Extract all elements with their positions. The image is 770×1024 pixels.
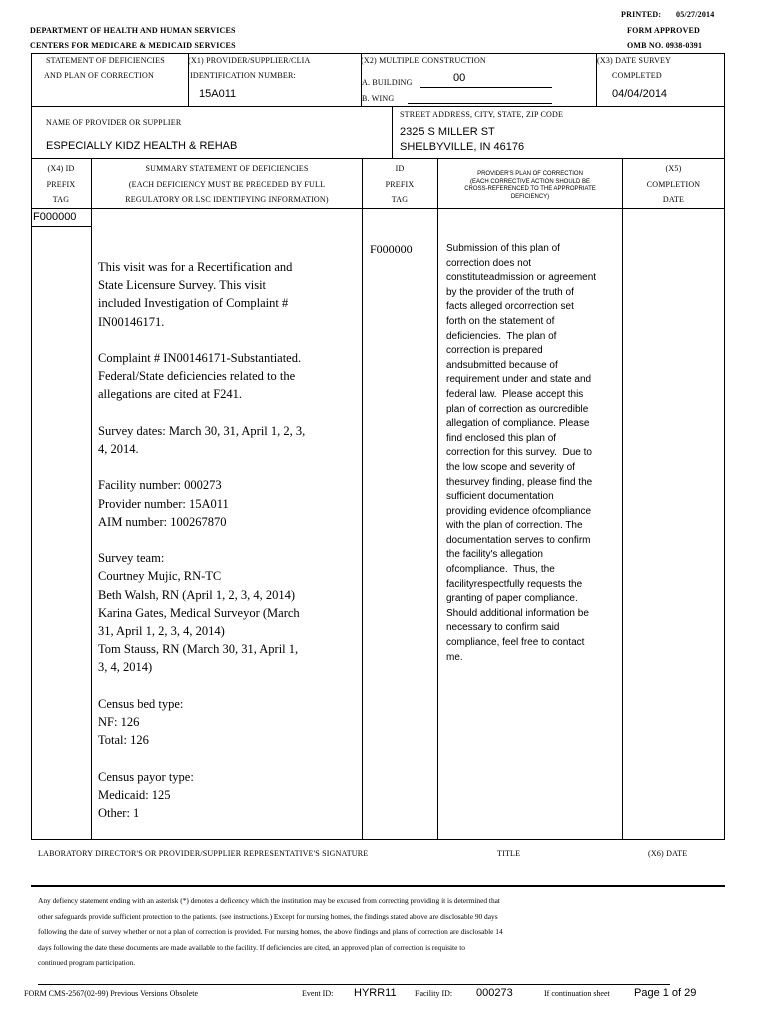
summary-line: This visit was for a Recertification and [98, 260, 293, 274]
x4-prefix-label: PREFIX [46, 180, 76, 189]
summary-header-2: (EACH DEFICIENCY MUST BE PRECEDED BY FULL [128, 180, 326, 189]
wing-label: B. WING [362, 94, 395, 103]
address-label: STREET ADDRESS, CITY, STATE, ZIP CODE [400, 110, 564, 119]
plan-line: the low scope and severity of [446, 461, 575, 473]
id-tag-label: TAG [391, 195, 409, 204]
plan-line: plan of correction as ourcredible [446, 403, 589, 415]
building-label: A. BUILDING [362, 78, 413, 87]
row2-divider [392, 106, 393, 159]
summary-line: allegations are cited at F241. [98, 387, 243, 402]
plan-header-4: DEFICIENCY) [510, 193, 550, 200]
event-id-label: Event ID: [302, 989, 334, 998]
summary-line: Census bed type: [98, 696, 184, 711]
summary-line: Complaint # IN00146171-Substantiated. [98, 351, 302, 366]
plan-line: me. [446, 651, 463, 663]
centers-name: CENTERS FOR MEDICARE & MEDICAID SERVICES [30, 41, 236, 50]
plan-header-1: PROVIDER'S PLAN OF CORRECTION [477, 171, 583, 177]
plan-line: andsubmitted because of [446, 359, 558, 371]
plan-of-correction-text [446, 242, 618, 665]
plan-line: forth on the statement of [446, 315, 555, 327]
plan-line: find enclosed this plan of [446, 432, 557, 444]
plan-line: facilityrespectfully requests the [446, 578, 583, 590]
x4-id-label: (X4) ID [47, 164, 75, 173]
plan-header-2: (EACH CORRECTIVE ACTION SHOULD BE [469, 178, 591, 185]
building-underline [420, 87, 552, 88]
x5-date-label: DATE [662, 195, 685, 204]
plan-line: correction is prepared [446, 345, 543, 357]
col-divider-3 [437, 158, 438, 840]
disclaimer-line: continued program participation. [38, 958, 136, 967]
plan-header [438, 171, 622, 201]
summary-line [98, 458, 358, 476]
plan-line: deficiencies. The plan of [446, 330, 557, 342]
provider-name-value: ESPECIALLY KIDZ HEALTH & REHAB [46, 140, 238, 152]
plan-line: with the plan of correction. The [446, 520, 583, 532]
plan-line: compliance, feel free to contact [446, 637, 585, 649]
plan-line: Should additional information be [446, 607, 589, 619]
plan-line: ofcompliance. Thus, the [446, 564, 555, 576]
summary-line: Facility number: 000273 [98, 478, 222, 493]
provider-id-value: 15A011 [199, 88, 237, 100]
id-prefix-label: PREFIX [385, 180, 415, 189]
plan-line: constituteadmission or agreement [446, 272, 597, 284]
summary-line: Provider number: 15A011 [98, 496, 229, 511]
event-id-value: HYRR11 [354, 987, 397, 999]
department-name: DEPARTMENT OF HEALTH AND HUMAN SERVICES [30, 26, 236, 35]
wing-underline [408, 103, 552, 104]
tag-cell-bottom [31, 226, 91, 227]
summary-line: AIM number: 100267870 [98, 514, 227, 529]
summary-line: Beth Walsh, RN (April 1, 2, 3, 4, 2014) [98, 587, 296, 602]
summary-line: Federal/State deficiencies related to the [98, 369, 296, 384]
summary-line: Medicaid: 125 [98, 787, 171, 802]
form-number: FORM CMS-2567(02-99) Previous Versions Obsolete [24, 989, 199, 998]
table-bottom-border [31, 839, 725, 840]
x2-label: (X2) MULTIPLE CONSTRUCTION [361, 56, 486, 65]
plan-label: AND PLAN OF CORRECTION [44, 71, 154, 80]
date-label: (X6) DATE [648, 849, 688, 858]
building-value: 00 [453, 72, 466, 84]
plan-line: the facility's allegation [446, 549, 543, 561]
summary-line: Survey dates: March 30, 31, April 1, 2, 3, [98, 423, 306, 438]
summary-line: Total: 126 [98, 733, 149, 748]
signature-divider [31, 885, 725, 887]
summary-header-1: SUMMARY STATEMENT OF DEFICIENCIES [145, 164, 309, 173]
table-top-border [31, 53, 725, 54]
plan-header-3: CROSS-REFERENCED TO THE APPROPRIATE [464, 186, 596, 192]
summary-statement [98, 258, 358, 822]
omb-number: OMB NO. 0938-0391 [627, 41, 703, 50]
disclaimer-text [38, 893, 698, 971]
x5-completion-label: COMPLETION [646, 180, 701, 189]
row2-bottom [31, 158, 725, 159]
facility-id-value: 000273 [476, 987, 513, 999]
header-row-bottom [31, 208, 725, 209]
plan-line: federal law. Please accept this [446, 388, 584, 400]
summary-line: Tom Stauss, RN (March 30, 31, April 1, [98, 642, 299, 657]
summary-line: State Licensure Survey. This visit [98, 278, 267, 293]
printed-date: 05/27/2014 [676, 10, 715, 19]
summary-line [98, 404, 358, 422]
plan-line: sufficient documentation [446, 491, 554, 503]
col-divider-1 [91, 158, 92, 840]
plan-line: requirement under and state and [446, 374, 592, 386]
summary-line: Courtney Mujic, RN-TC [98, 569, 222, 584]
x1-label: (X1) PROVIDER/SUPPLIER/CLIA [188, 56, 311, 65]
col-divider-4 [622, 158, 623, 840]
summary-line: Census payor type: [98, 769, 194, 784]
row1-bottom [31, 106, 725, 107]
plan-line: correction for this survey. Due to [446, 447, 592, 459]
summary-line [98, 331, 358, 349]
x3-label: (X3) DATE SURVEY [597, 56, 672, 65]
plan-line: thesurvey finding, please find the [446, 476, 593, 488]
disclaimer-line: Any defiency statement ending with an asterisk (*) denotes a deficency which the institution may be excused from correcting providing it is determined that [38, 896, 500, 905]
summary-line: IN00146171. [98, 314, 165, 329]
address-line-1: 2325 S MILLER ST [400, 126, 495, 138]
disclaimer-line: other safeguards provide sufficient protection to the patients. (see instructions.) Except for nursing homes, the findings stated above are disclosable 90 days [38, 911, 498, 921]
plan-line: Submission of this plan of [446, 243, 560, 254]
id-label: ID [395, 164, 405, 173]
summary-line: Survey team: [98, 551, 165, 566]
survey-date-value: 04/04/2014 [612, 88, 668, 100]
plan-line: by the provider of the truth of [446, 286, 574, 298]
x1-sublabel: IDENTIFICATION NUMBER: [190, 71, 296, 80]
disclaimer-line: following the date of survey whether or not a plan of correction is provided. For nursing homes, the above findings and plans of correction are disclosable 14 [38, 927, 503, 936]
plan-line: facts alleged orcorrection set [446, 301, 574, 313]
plan-line: documentation serves to confirm [446, 534, 591, 546]
title-label: TITLE [497, 849, 521, 858]
plan-line: correction does not [446, 257, 532, 269]
plan-line: necessary to confirm said [446, 622, 560, 634]
summary-line: included Investigation of Complaint # [98, 296, 289, 311]
summary-line: 4, 2014. [98, 442, 139, 457]
printed-label: PRINTED: [621, 10, 662, 19]
address-line-2: SHELBYVILLE, IN 46176 [400, 141, 525, 153]
table-right-border [724, 53, 725, 840]
disclaimer-line: days following the date these documents are made available to the facility. If deficiencies are cited, an approved plan of correction is requisite to [38, 942, 465, 952]
plan-line: providing evidence ofcompliance [446, 505, 592, 517]
page-number: Page 1 of 29 [634, 987, 697, 999]
summary-line [98, 531, 358, 549]
x3-sublabel: COMPLETED [612, 71, 662, 80]
summary-line: 3, 4, 2014) [98, 660, 153, 675]
plan-line: granting of paper compliance. [446, 593, 578, 605]
signature-label: LABORATORY DIRECTOR'S OR PROVIDER/SUPPLIER REPRESENTATIVE'S SIGNATURE [38, 849, 369, 858]
summary-line: Other: 1 [98, 806, 140, 821]
summary-line: NF: 126 [98, 715, 140, 730]
footer-divider [38, 984, 670, 985]
summary-line: Karina Gates, Medical Surveyor (March [98, 605, 300, 620]
x4-tag-label: TAG [52, 195, 70, 204]
continuation-label: If continuation sheet [544, 989, 610, 998]
summary-line [98, 677, 358, 695]
col-divider-2 [362, 158, 363, 840]
left-tag-f000000: F000000 [33, 211, 77, 223]
x5-label: (X5) [665, 164, 682, 173]
form-approved: FORM APPROVED [627, 26, 701, 35]
summary-line [98, 749, 358, 767]
statement-label: STATEMENT OF DEFICIENCIES [46, 56, 165, 65]
right-tag-f000000: F000000 [370, 242, 413, 256]
plan-line: allegation of compliance. Please [446, 418, 590, 430]
facility-id-label: Facility ID: [415, 989, 453, 998]
provider-name-label: NAME OF PROVIDER OR SUPPLIER [46, 118, 182, 127]
summary-header-3: REGULATORY OR LSC IDENTIFYING INFORMATION) [125, 195, 329, 204]
summary-line: 31, April 1, 2, 3, 4, 2014) [98, 624, 225, 639]
